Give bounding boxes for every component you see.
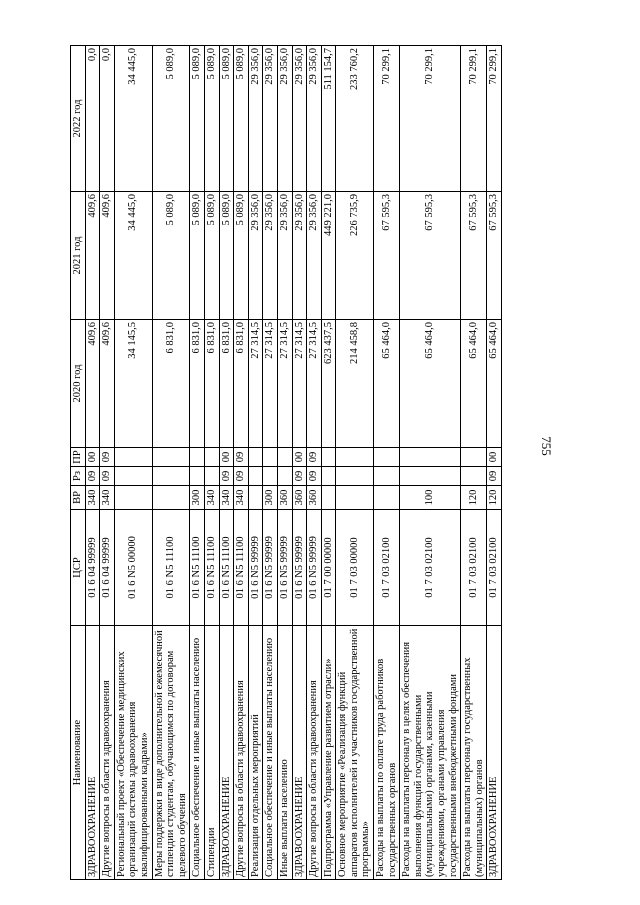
cell-pr: 09 xyxy=(234,448,249,467)
cell-rz: 09 xyxy=(292,467,307,486)
cell-year-2020: 65 464,0 xyxy=(400,320,461,448)
cell-name: Региональный проект «Обеспечение медицинских организаций системы здравоохранения квалифицированными кадрами» xyxy=(114,626,152,880)
cell-year-2021: 5 089,0 xyxy=(204,192,219,320)
header-year-2020: 2020 год xyxy=(71,320,86,448)
cell-year-2022: 34 445,0 xyxy=(114,46,152,192)
cell-year-2021: 67 595,3 xyxy=(374,192,400,320)
cell-name: Иные выплаты населению xyxy=(277,626,292,880)
cell-year-2021: 449 221,0 xyxy=(321,192,336,320)
cell-csr: 01 6 N5 11100 xyxy=(219,510,234,626)
cell-year-2021: 409,6 xyxy=(100,192,115,320)
cell-rz xyxy=(152,467,190,486)
cell-rz xyxy=(321,467,336,486)
cell-year-2022: 5 089,0 xyxy=(219,46,234,192)
cell-vr xyxy=(114,486,152,510)
cell-vr: 100 xyxy=(400,486,461,510)
cell-vr: 120 xyxy=(487,486,502,510)
cell-year-2020: 27 314,5 xyxy=(277,320,292,448)
cell-year-2021: 29 356,0 xyxy=(307,192,322,320)
table-row xyxy=(219,46,234,880)
cell-pr: 00 xyxy=(85,448,100,467)
cell-year-2021: 67 595,3 xyxy=(487,192,502,320)
cell-rz xyxy=(374,467,400,486)
cell-year-2020: 34 145,5 xyxy=(114,320,152,448)
cell-vr: 120 xyxy=(461,486,487,510)
table-row xyxy=(234,46,249,880)
cell-vr xyxy=(321,486,336,510)
cell-year-2021: 226 735,9 xyxy=(336,192,374,320)
cell-name: Другие вопросы в области здравоохранения xyxy=(307,626,322,880)
cell-vr: 360 xyxy=(277,486,292,510)
cell-csr: 01 6 N5 00000 xyxy=(114,510,152,626)
cell-year-2020: 27 314,5 xyxy=(307,320,322,448)
cell-year-2022: 70 299,1 xyxy=(374,46,400,192)
cell-csr: 01 7 03 02100 xyxy=(400,510,461,626)
cell-rz xyxy=(336,467,374,486)
cell-rz: 09 xyxy=(307,467,322,486)
cell-pr xyxy=(461,448,487,467)
cell-csr: 01 7 03 02100 xyxy=(487,510,502,626)
cell-pr: 09 xyxy=(307,448,322,467)
table-row xyxy=(204,46,219,880)
cell-name: Расходы на выплаты персоналу государственных (муниципальных) органов xyxy=(461,626,487,880)
cell-year-2021: 29 356,0 xyxy=(248,192,263,320)
budget-table xyxy=(70,45,502,880)
header-year-2021: 2021 год xyxy=(71,192,86,320)
cell-year-2020: 6 831,0 xyxy=(204,320,219,448)
cell-pr xyxy=(114,448,152,467)
cell-year-2021: 5 089,0 xyxy=(234,192,249,320)
cell-year-2021: 29 356,0 xyxy=(263,192,278,320)
cell-vr xyxy=(152,486,190,510)
header-pr: ПР xyxy=(71,448,86,467)
cell-name: Расходы на выплаты по оплате труда работников государственных органов xyxy=(374,626,400,880)
cell-pr xyxy=(336,448,374,467)
cell-year-2020: 27 314,5 xyxy=(248,320,263,448)
cell-year-2021: 67 595,3 xyxy=(461,192,487,320)
cell-name: Основное мероприятие «Реализация функций аппаратов исполнителей и участников государственной программы» xyxy=(336,626,374,880)
header-vr: ВР xyxy=(71,486,86,510)
cell-vr: 340 xyxy=(204,486,219,510)
cell-pr xyxy=(321,448,336,467)
cell-name: Меры поддержки в виде дополнительной ежемесячной стипендии студентам, обучающимся по договорам целевого обучения xyxy=(152,626,190,880)
cell-name: ЗДРАВООХРАНЕНИЕ xyxy=(219,626,234,880)
cell-year-2022: 0,0 xyxy=(100,46,115,192)
cell-rz xyxy=(248,467,263,486)
cell-vr xyxy=(336,486,374,510)
cell-year-2022: 29 356,0 xyxy=(277,46,292,192)
cell-csr: 01 7 00 00000 xyxy=(321,510,336,626)
table-row xyxy=(307,46,322,880)
cell-pr xyxy=(248,448,263,467)
cell-rz: 09 xyxy=(219,467,234,486)
cell-csr: 01 6 N5 99999 xyxy=(263,510,278,626)
cell-name: Подпрограмма «Управление развитием отрасли» xyxy=(321,626,336,880)
cell-csr: 01 7 03 02100 xyxy=(461,510,487,626)
cell-name: Реализация отдельных мероприятий xyxy=(248,626,263,880)
cell-year-2020: 6 831,0 xyxy=(190,320,205,448)
cell-year-2021: 29 356,0 xyxy=(277,192,292,320)
cell-year-2022: 5 089,0 xyxy=(234,46,249,192)
cell-name: Социальное обеспечение и иные выплаты населению xyxy=(263,626,278,880)
cell-year-2022: 233 760,2 xyxy=(336,46,374,192)
cell-pr: 00 xyxy=(487,448,502,467)
header-rz: Рз xyxy=(71,467,86,486)
cell-name: Другие вопросы в области здравоохранения xyxy=(234,626,249,880)
cell-vr: 300 xyxy=(263,486,278,510)
cell-csr: 01 6 N5 99999 xyxy=(248,510,263,626)
table-row xyxy=(190,46,205,880)
cell-vr: 340 xyxy=(234,486,249,510)
cell-year-2022: 5 089,0 xyxy=(152,46,190,192)
cell-csr: 01 6 N5 11100 xyxy=(234,510,249,626)
cell-year-2021: 34 445,0 xyxy=(114,192,152,320)
cell-vr: 360 xyxy=(292,486,307,510)
cell-name: Стипендии xyxy=(204,626,219,880)
cell-name: Другие вопросы в области здравоохранения xyxy=(100,626,115,880)
table-row xyxy=(248,46,263,880)
cell-csr: 01 6 N5 11100 xyxy=(190,510,205,626)
cell-year-2021: 67 595,3 xyxy=(400,192,461,320)
cell-year-2022: 29 356,0 xyxy=(263,46,278,192)
table-row xyxy=(292,46,307,880)
cell-rz: 09 xyxy=(85,467,100,486)
cell-year-2020: 65 464,0 xyxy=(487,320,502,448)
cell-rz xyxy=(114,467,152,486)
cell-year-2021: 5 089,0 xyxy=(219,192,234,320)
cell-vr: 360 xyxy=(307,486,322,510)
cell-year-2021: 29 356,0 xyxy=(292,192,307,320)
cell-pr: 00 xyxy=(219,448,234,467)
table-row xyxy=(336,46,374,880)
cell-year-2022: 0,0 xyxy=(85,46,100,192)
cell-rz: 09 xyxy=(487,467,502,486)
cell-year-2020: 27 314,5 xyxy=(263,320,278,448)
cell-pr xyxy=(152,448,190,467)
cell-year-2022: 70 299,1 xyxy=(461,46,487,192)
cell-year-2020: 409,6 xyxy=(100,320,115,448)
cell-name: Социальное обеспечение и иные выплаты населению xyxy=(190,626,205,880)
header-csr: ЦСР xyxy=(71,510,86,626)
cell-csr: 01 6 04 99999 xyxy=(100,510,115,626)
cell-year-2020: 65 464,0 xyxy=(461,320,487,448)
header-name: Наименование xyxy=(71,626,86,880)
cell-csr: 01 6 N5 99999 xyxy=(277,510,292,626)
cell-year-2022: 511 154,7 xyxy=(321,46,336,192)
header-year-2022: 2022 год xyxy=(71,46,86,192)
cell-csr: 01 6 N5 99999 xyxy=(307,510,322,626)
cell-csr: 01 6 N5 99999 xyxy=(292,510,307,626)
cell-year-2021: 5 089,0 xyxy=(190,192,205,320)
cell-csr: 01 6 N5 11100 xyxy=(204,510,219,626)
table-body xyxy=(85,46,501,880)
cell-csr: 01 6 04 99999 xyxy=(85,510,100,626)
table-row xyxy=(100,46,115,880)
cell-pr: 09 xyxy=(100,448,115,467)
table-row xyxy=(152,46,190,880)
cell-rz xyxy=(204,467,219,486)
table-row xyxy=(374,46,400,880)
cell-year-2022: 29 356,0 xyxy=(248,46,263,192)
cell-rz: 09 xyxy=(100,467,115,486)
cell-year-2021: 5 089,0 xyxy=(152,192,190,320)
cell-year-2021: 409,6 xyxy=(85,192,100,320)
cell-year-2020: 623 437,5 xyxy=(321,320,336,448)
cell-year-2022: 29 356,0 xyxy=(307,46,322,192)
cell-name: ЗДРАВООХРАНЕНИЕ xyxy=(487,626,502,880)
cell-rz xyxy=(461,467,487,486)
cell-name: ЗДРАВООХРАНЕНИЕ xyxy=(85,626,100,880)
cell-year-2020: 6 831,0 xyxy=(152,320,190,448)
table-row xyxy=(85,46,100,880)
cell-pr: 00 xyxy=(292,448,307,467)
cell-pr xyxy=(204,448,219,467)
cell-name: Расходы на выплаты персоналу в целях обеспечения выполнения функций государственными (муниципальными) органами, казенными учреждениями, органами управления государственными внебюджетными фондами xyxy=(400,626,461,880)
cell-year-2022: 29 356,0 xyxy=(292,46,307,192)
cell-rz xyxy=(277,467,292,486)
cell-pr xyxy=(277,448,292,467)
cell-vr: 340 xyxy=(219,486,234,510)
cell-year-2022: 70 299,1 xyxy=(487,46,502,192)
table-row xyxy=(114,46,152,880)
cell-csr: 01 7 03 02100 xyxy=(374,510,400,626)
cell-year-2022: 5 089,0 xyxy=(190,46,205,192)
table-row xyxy=(263,46,278,880)
cell-pr xyxy=(190,448,205,467)
cell-vr xyxy=(248,486,263,510)
cell-year-2020: 214 458,8 xyxy=(336,320,374,448)
cell-vr: 340 xyxy=(100,486,115,510)
cell-year-2020: 6 831,0 xyxy=(219,320,234,448)
table-row xyxy=(487,46,502,880)
cell-vr: 300 xyxy=(190,486,205,510)
budget-table-sheet xyxy=(70,48,560,880)
cell-vr xyxy=(374,486,400,510)
table-row xyxy=(321,46,336,880)
cell-pr xyxy=(400,448,461,467)
cell-year-2020: 27 314,5 xyxy=(292,320,307,448)
table-row xyxy=(400,46,461,880)
cell-year-2020: 6 831,0 xyxy=(234,320,249,448)
table-row xyxy=(461,46,487,880)
table-header-row xyxy=(71,46,86,880)
cell-vr: 340 xyxy=(85,486,100,510)
cell-csr: 01 7 03 00000 xyxy=(336,510,374,626)
cell-rz xyxy=(400,467,461,486)
cell-year-2020: 409,6 xyxy=(85,320,100,448)
cell-rz: 09 xyxy=(234,467,249,486)
cell-year-2022: 5 089,0 xyxy=(204,46,219,192)
cell-rz xyxy=(190,467,205,486)
cell-year-2022: 70 299,1 xyxy=(400,46,461,192)
cell-rz xyxy=(263,467,278,486)
cell-name: ЗДРАВООХРАНЕНИЕ xyxy=(292,626,307,880)
page-number: 755 xyxy=(539,436,554,456)
cell-pr xyxy=(374,448,400,467)
cell-csr: 01 6 N5 11100 xyxy=(152,510,190,626)
cell-year-2020: 65 464,0 xyxy=(374,320,400,448)
cell-pr xyxy=(263,448,278,467)
table-row xyxy=(277,46,292,880)
